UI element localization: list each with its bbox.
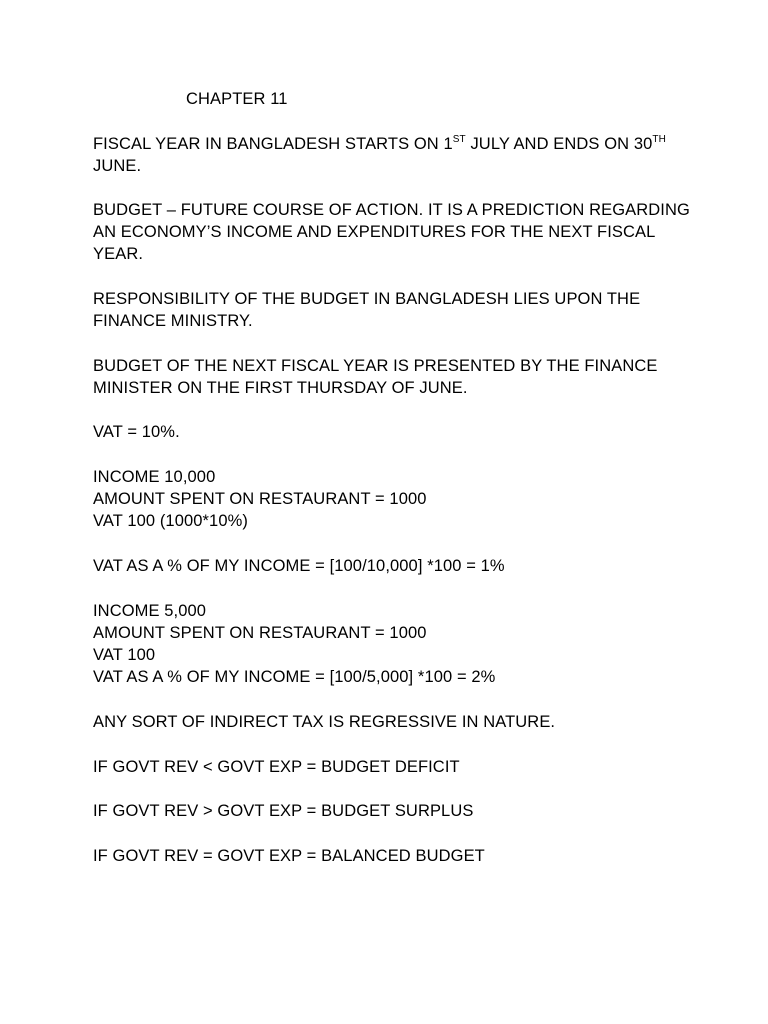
regressive-line: ANY SORT OF INDIRECT TAX IS REGRESSIVE IN NATURE.: [93, 713, 556, 731]
responsibility-line-2: FINANCE MINISTRY.: [93, 312, 253, 330]
example1-income: INCOME 10,000: [93, 468, 216, 486]
presentation-line-2: MINISTER ON THE FIRST THURSDAY OF JUNE.: [93, 379, 468, 397]
budget-definition-line-3: YEAR.: [93, 245, 144, 263]
surplus-line: IF GOVT REV > GOVT EXP = BUDGET SURPLUS: [93, 802, 474, 820]
example1-restaurant: AMOUNT SPENT ON RESTAURANT = 1000: [93, 490, 427, 508]
fiscal-year-sup-1: ST: [452, 133, 466, 145]
budget-definition-line-2: AN ECONOMY’S INCOME AND EXPENDITURES FOR THE NEXT FISCAL: [93, 223, 656, 241]
balanced-line: IF GOVT REV = GOVT EXP = BALANCED BUDGET: [93, 847, 485, 865]
presentation-line-1: BUDGET OF THE NEXT FISCAL YEAR IS PRESENTED BY THE FINANCE: [93, 357, 658, 375]
chapter-heading: CHAPTER 11: [186, 90, 288, 108]
example1-result: VAT AS A % OF MY INCOME = [100/10,000] *100 = 1%: [93, 557, 505, 575]
example2-result: VAT AS A % OF MY INCOME = [100/5,000] *100 = 2%: [93, 668, 496, 686]
example1-vat: VAT 100 (1000*10%): [93, 512, 248, 530]
fiscal-year-sup-2: TH: [652, 133, 666, 145]
fiscal-year-text-2: JULY AND ENDS ON 30: [465, 135, 653, 153]
example2-income: INCOME 5,000: [93, 602, 207, 620]
fiscal-year-line-2: JUNE.: [93, 157, 142, 175]
example2-restaurant: AMOUNT SPENT ON RESTAURANT = 1000: [93, 624, 427, 642]
vat-rate-line: VAT = 10%.: [93, 423, 180, 441]
fiscal-year-line-1: [93, 133, 666, 155]
responsibility-line-1: RESPONSIBILITY OF THE BUDGET IN BANGLADESH LIES UPON THE: [93, 290, 641, 308]
deficit-line: IF GOVT REV < GOVT EXP = BUDGET DEFICIT: [93, 758, 460, 776]
budget-definition-line-1: BUDGET – FUTURE COURSE OF ACTION. IT IS A PREDICTION REGARDING: [93, 201, 690, 219]
fiscal-year-text-1: FISCAL YEAR IN BANGLADESH STARTS ON 1: [93, 135, 453, 153]
example2-vat: VAT 100: [93, 646, 156, 664]
